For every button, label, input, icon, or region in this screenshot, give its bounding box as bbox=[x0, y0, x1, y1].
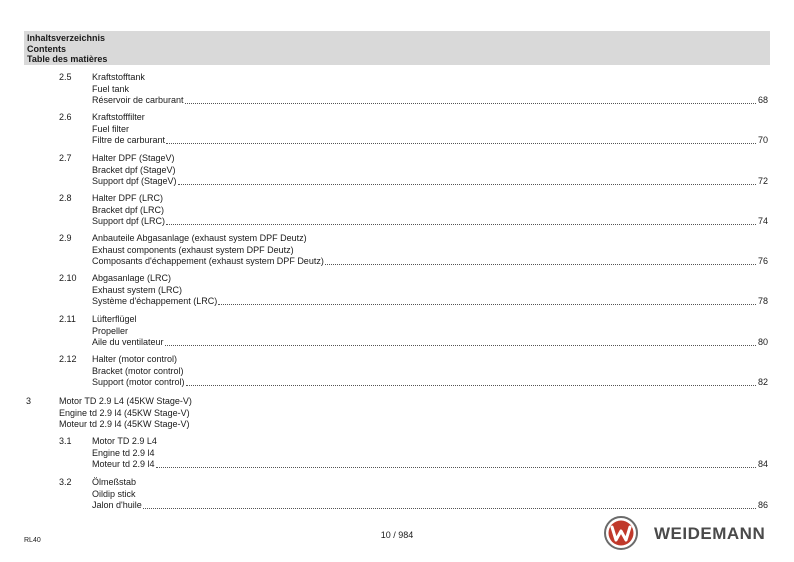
entry-title-de: Halter (motor control) bbox=[92, 354, 178, 364]
dot-leader bbox=[165, 345, 756, 346]
chapter-title-fr: Moteur td 2.9 l4 (45KW Stage-V) bbox=[59, 419, 190, 429]
entry-leader-line bbox=[92, 377, 768, 389]
chapter-title-de: Motor TD 2.9 L4 (45KW Stage-V) bbox=[59, 396, 192, 406]
entry-title-en: Fuel tank bbox=[92, 83, 130, 94]
header-title-en: Contents bbox=[27, 43, 66, 54]
entry-number: 2.12 bbox=[59, 354, 77, 364]
entry-title-fr: Jalon d'huile bbox=[92, 500, 142, 510]
entry-title-en: Fuel filter bbox=[92, 123, 130, 134]
entry-title-de: Kraftstofffilter bbox=[92, 112, 145, 122]
dot-leader bbox=[166, 143, 756, 144]
chapter-title-en: Engine td 2.9 l4 (45KW Stage-V) bbox=[59, 407, 190, 418]
entry-title-en: Oildip stick bbox=[92, 488, 136, 499]
entry-number: 2.11 bbox=[59, 314, 76, 324]
entry-page[interactable]: 72 bbox=[757, 176, 768, 186]
entry-title-fr: Aile du ventilateur bbox=[92, 337, 164, 347]
entry-title-fr: Moteur td 2.9 l4 bbox=[92, 459, 155, 469]
entry-number: 2.8 bbox=[59, 193, 72, 203]
model-code: RL40 bbox=[24, 537, 41, 544]
entry-title-de: Abgasanlage (LRC) bbox=[92, 273, 172, 283]
dot-leader bbox=[218, 304, 756, 305]
entry-page[interactable]: 80 bbox=[757, 337, 768, 347]
chapter-number: 3 bbox=[26, 396, 32, 406]
entry-leader-line bbox=[92, 135, 768, 147]
entry-title-de: Halter DPF (LRC) bbox=[92, 193, 164, 203]
entry-page[interactable]: 86 bbox=[757, 500, 768, 510]
brand-wordmark: WEIDEMANN bbox=[654, 524, 766, 543]
entry-number: 3.2 bbox=[59, 477, 72, 487]
entry-number: 2.9 bbox=[59, 233, 72, 243]
dot-leader bbox=[178, 184, 756, 185]
entry-title-fr: Composants d'échappement (exhaust system DPF Deutz) bbox=[92, 256, 324, 266]
toc-header bbox=[24, 31, 770, 65]
entry-title-en: Exhaust components (exhaust system DPF Deutz) bbox=[92, 244, 294, 255]
entry-title-en: Bracket dpf (StageV) bbox=[92, 164, 176, 175]
header-title-fr: Table des matières bbox=[27, 54, 108, 64]
entry-title-en: Bracket dpf (LRC) bbox=[92, 204, 165, 215]
header-title-de: Inhaltsverzeichnis bbox=[27, 33, 106, 43]
entry-leader-line bbox=[92, 500, 768, 512]
entry-title-de: Motor TD 2.9 L4 bbox=[92, 436, 157, 446]
entry-number: 2.6 bbox=[59, 112, 72, 122]
entry-title-fr: Support dpf (LRC) bbox=[92, 216, 166, 226]
dot-leader bbox=[156, 467, 756, 468]
dot-leader bbox=[325, 264, 756, 265]
entry-page[interactable]: 84 bbox=[757, 459, 768, 469]
entry-leader-line bbox=[92, 216, 768, 228]
entry-title-en: Engine td 2.9 l4 bbox=[92, 447, 155, 458]
entry-page[interactable]: 76 bbox=[757, 256, 768, 266]
entry-leader-line bbox=[92, 95, 768, 107]
entry-leader-line bbox=[92, 459, 768, 471]
entry-title-fr: Support (motor control) bbox=[92, 377, 185, 387]
entry-page[interactable]: 74 bbox=[757, 216, 768, 226]
entry-page[interactable]: 78 bbox=[757, 296, 768, 306]
weidemann-logo-icon bbox=[604, 516, 640, 550]
weidemann-logo bbox=[604, 516, 774, 550]
entry-title-de: Kraftstofftank bbox=[92, 72, 145, 82]
dot-leader bbox=[166, 224, 756, 225]
entry-title-en: Exhaust system (LRC) bbox=[92, 284, 183, 295]
entry-title-de: Ölmeßstab bbox=[92, 477, 137, 487]
entry-title-fr: Support dpf (StageV) bbox=[92, 176, 177, 186]
dot-leader bbox=[186, 385, 756, 386]
entry-page[interactable]: 68 bbox=[757, 95, 768, 105]
entry-leader-line bbox=[92, 256, 768, 268]
entry-number: 2.10 bbox=[59, 273, 77, 283]
entry-title-fr: Réservoir de carburant bbox=[92, 95, 184, 105]
entry-leader-line bbox=[92, 337, 768, 349]
entry-title-de: Anbauteile Abgasanlage (exhaust system DPF Deutz) bbox=[92, 233, 307, 243]
entry-page[interactable]: 70 bbox=[757, 135, 768, 145]
entry-page[interactable]: 82 bbox=[757, 377, 768, 387]
entry-leader-line bbox=[92, 176, 768, 188]
page-counter: 10 / 984 bbox=[380, 530, 414, 540]
entry-number: 3.1 bbox=[59, 436, 72, 446]
entry-number: 2.5 bbox=[59, 72, 72, 82]
entry-title-fr: Système d'échappement (LRC) bbox=[92, 296, 218, 306]
entry-title-en: Propeller bbox=[92, 325, 129, 336]
entry-leader-line bbox=[92, 296, 768, 308]
entry-title-fr: Filtre de carburant bbox=[92, 135, 166, 145]
entry-title-de: Lüfterflügel bbox=[92, 314, 137, 324]
dot-leader bbox=[185, 103, 756, 104]
entry-number: 2.7 bbox=[59, 153, 72, 163]
entry-title-en: Bracket (motor control) bbox=[92, 365, 184, 376]
entry-title-de: Halter DPF (StageV) bbox=[92, 153, 175, 163]
dot-leader bbox=[143, 508, 756, 509]
